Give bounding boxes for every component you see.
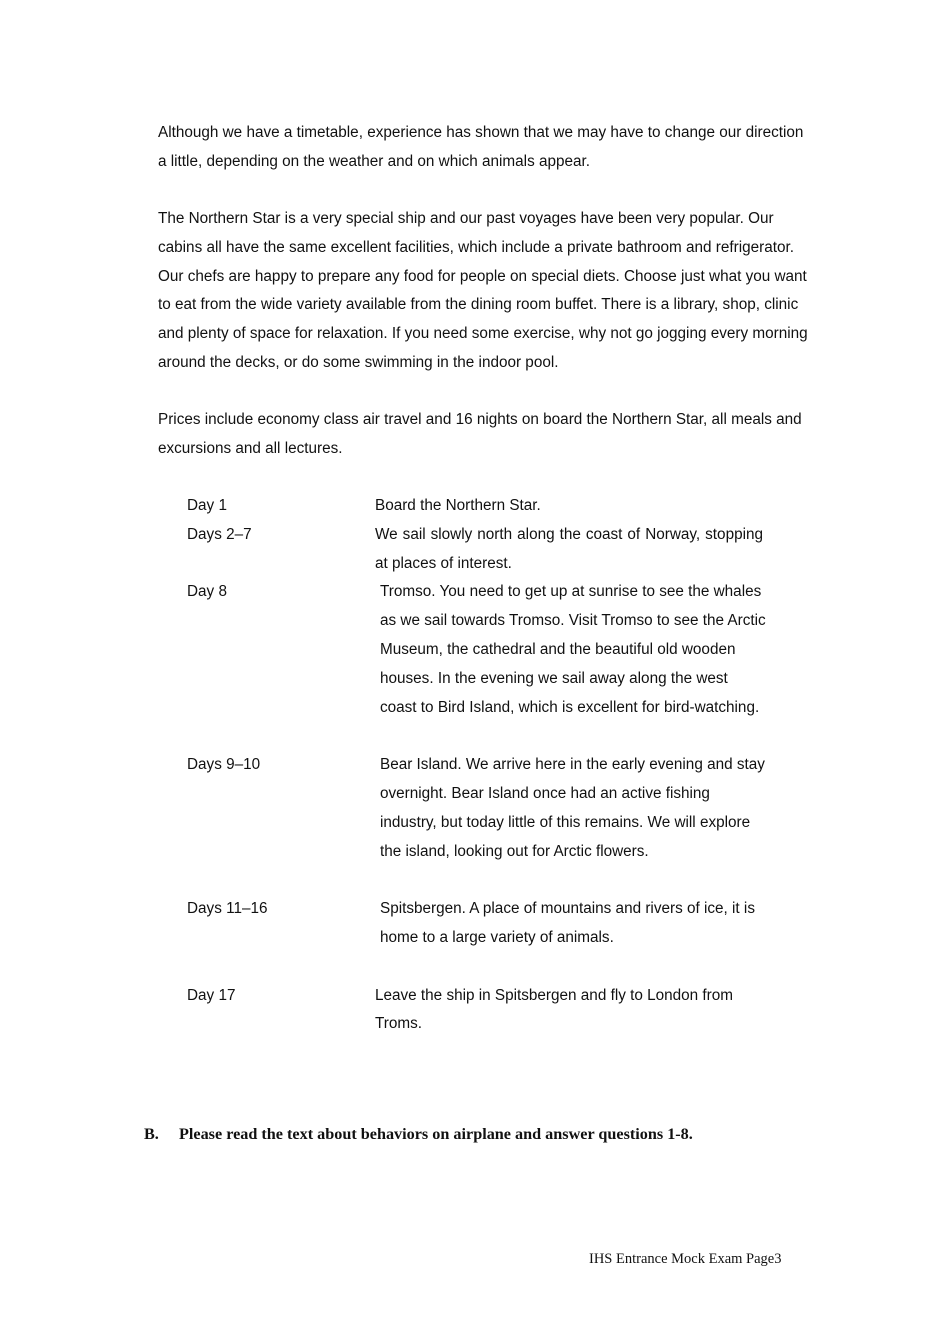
section-instruction: Please read the text about behaviors on airplane and answer questions 1-8. (179, 1125, 693, 1143)
itinerary-description: Leave the ship in Spitsbergen and fly to London from Troms. (375, 986, 734, 1033)
itinerary-description: Spitsbergen. A place of mountains and rivers of ice, it is home to a large variety of animals. (380, 900, 755, 946)
itinerary-row (187, 982, 787, 1040)
itinerary-day: Day 8 (187, 583, 227, 601)
itinerary-day: Days 9–10 (187, 756, 261, 774)
itinerary-row (187, 751, 787, 866)
itinerary-row (187, 895, 787, 953)
section-letter: B. (144, 1125, 159, 1143)
itinerary-description: Board the Northern Star. (375, 497, 541, 514)
itinerary-list (187, 492, 787, 1039)
paragraph-ship-facilities: The Northern Star is a very special ship and our past voyages have been very popular. Our cabins all have the same excellent facilities, which include a private bathroom and refrigerator. Our chefs are happy to prepare any food for people on special diets. Choose just what you want to eat from the wide variety available from the dining room buffet. There is a library, shop, clinic and plenty of space for relaxation. If you need some exercise, why not go jogging every morning around the decks, or do some swimming in the indoor pool. (158, 210, 808, 371)
spacer (187, 953, 787, 982)
itinerary-row (187, 492, 787, 521)
itinerary-day: Day 17 (187, 986, 236, 1004)
itinerary-row (187, 521, 787, 579)
itinerary-description: We sail slowly north along the coast of Norway, stopping at places of interest. (375, 525, 763, 572)
paragraph-timetable: Although we have a timetable, experience has shown that we may have to change our direction a little, depending on the weather and on which animals appear. (158, 124, 804, 170)
itinerary-description: Bear Island. We arrive here in the early evening and stay overnight. Bear Island once had an active fishing industry, but today little of this remains. We will explore the island, looking out for Arctic flowers. (380, 756, 765, 860)
spacer (187, 866, 787, 895)
paragraph-prices: Prices include economy class air travel and 16 nights on board the Northern Star, all meals and excursions and all lectures. (158, 411, 802, 457)
spacer (187, 722, 787, 751)
itinerary-day: Days 11–16 (187, 900, 268, 918)
section-b-heading (144, 1121, 693, 1147)
page-footer: IHS Entrance Mock Exam Page3 (589, 1251, 782, 1267)
itinerary-day: Days 2–7 (187, 525, 252, 543)
itinerary-day: Day 1 (187, 497, 227, 514)
itinerary-row (187, 578, 787, 722)
itinerary-description: Tromso. You need to get up at sunrise to see the whales as we sail towards Tromso. Visit Tromso to see the Arctic Museum, the cathedral and the beautiful old wooden houses. In the evening we sail away along the west coast to Bird Island, which is excellent for bird-watching. (380, 583, 766, 716)
